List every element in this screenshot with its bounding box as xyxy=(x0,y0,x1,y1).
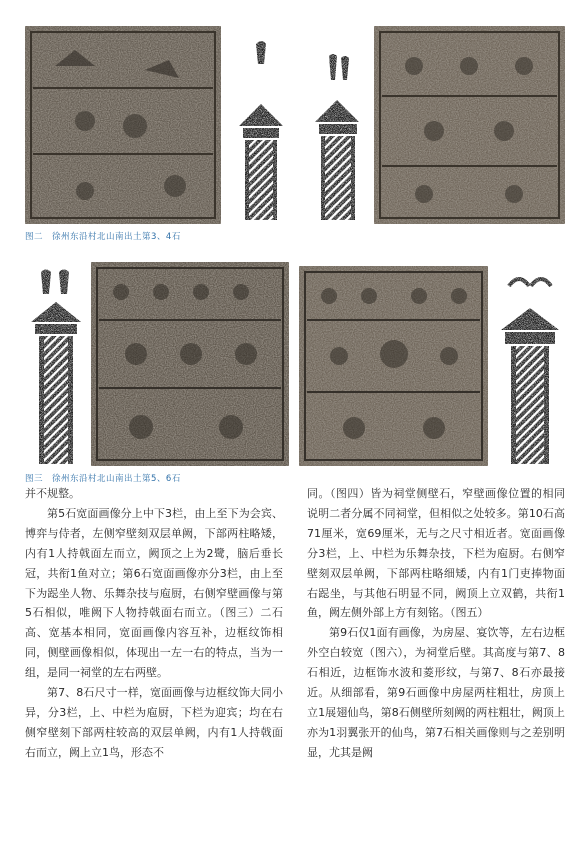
stone-5-photo xyxy=(91,262,289,466)
stone-6-rubbing xyxy=(495,266,565,466)
body-left-column xyxy=(25,484,283,763)
stone-3-photo xyxy=(25,26,221,224)
figure-3-caption: 图三 徐州东沿村北山南出土第5、6石 xyxy=(25,474,181,484)
stone-4-rubbing xyxy=(309,52,367,222)
stone-4-photo xyxy=(374,26,565,224)
paragraph: 并不规整。 xyxy=(25,487,80,500)
paragraph: 第9石仅1面有画像，为房屋、宴饮等，左右边框外空白较宽（图六），为祠堂后壁。其高度与第7、8石相近，边框饰水波和菱形纹，与第7、8石亦最接近。从细部看，第9石画像中房屋两柱粗壮，房顶上立1展翅仙鸟，第8石侧壁所刻阙的两柱粗壮，阙顶上亦为1羽翼张开的仙鸟，第7石相关画像则与之差别明显，尤其是阙 xyxy=(307,626,565,759)
stone-6-photo xyxy=(299,266,488,466)
paragraph: 同。（图四）皆为祠堂侧壁石，窄壁画像位置的相同说明二者分属不同祠堂，但相似之处较多。第10石高71厘米，宽69厘米，无与之尺寸相近者。宽面画像分3栏，上、中栏为乐舞杂技，下栏为庖厨。右侧窄壁刻双层单阙，下部两柱略细矮，内有1门吏捧物面右跽坐，与其他石明显不同，阙顶上立双鹤，共衔1鱼，阙左侧外部上方有刻铭。（图五） xyxy=(307,487,565,620)
stone-3-rubbing xyxy=(231,36,291,222)
stone-5-rubbing xyxy=(25,266,87,466)
paragraph: 第5石宽面画像分上中下3栏，由上至下为会宾、博弈与侍者，左侧窄壁刻双层单阙，下部两柱略矮，内有1人持戟面左而立，阙顶之上为2鹭，脑后垂长冠，共衔1鱼对立；第6石宽面画像亦分3栏，由上至下为跽坐人物、乐舞杂技与庖厨，右侧窄壁画像与第5石相似，唯阙下人物持戟面右而立。（图三）二石高、宽基本相同，宽面画像内容互补，边框纹饰相同，侧壁画像相似，体现出一左一右的特点，当为一组，是同一祠堂的左右两壁。 xyxy=(25,506,283,680)
figure-2-caption: 图二 徐州东沿村北山南出土第3、4石 xyxy=(25,232,181,242)
paragraph: 第7、8石尺寸一样，宽面画像与边框纹饰大同小异，分3栏，上、中栏为庖厨，下栏为迎宾；均在右侧窄壁刻下部两柱较高的双层单阙，内有1人持戟面右而立，阙上立1鸟，形态不 xyxy=(25,686,283,759)
body-right-column xyxy=(307,484,565,763)
